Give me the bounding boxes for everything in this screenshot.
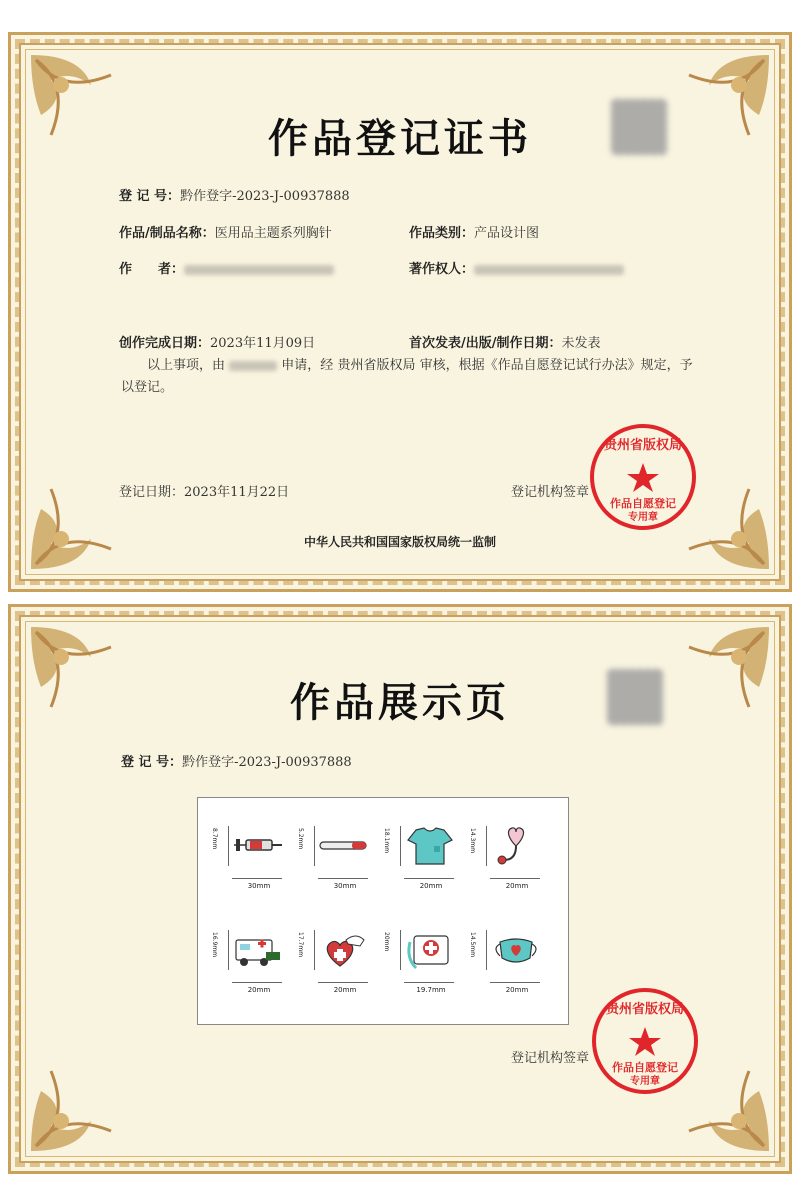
pin-item: [211, 924, 288, 994]
scrubs-pin-icon: [404, 824, 456, 868]
seal-bottom-text: 作品自愿登记: [610, 497, 676, 510]
applicant-redacted: [229, 361, 277, 371]
publish-value: 未发表: [561, 336, 601, 351]
nurse-cap-heart-pin-icon: [318, 928, 370, 972]
owner-field: [409, 258, 624, 277]
pin-height-label: 18.1mm: [383, 828, 390, 854]
statement-part-3: 贵州省版权局: [337, 358, 416, 373]
pin-width-label: 20mm: [419, 882, 443, 890]
author-label: 作 者：: [119, 262, 185, 277]
official-seal-icon: [589, 423, 697, 531]
statement-part-5: 以登记。: [121, 380, 174, 395]
reg-no-label: 登 记 号：: [119, 189, 181, 204]
pin-width-label: 19.7mm: [416, 986, 446, 994]
qr-code-icon[interactable]: [611, 99, 667, 155]
reg-date-label: 登记日期：: [119, 485, 185, 500]
pin-width-label: 20mm: [505, 986, 529, 994]
publish-field: [409, 332, 601, 351]
pin-height-label: 14.3mm: [469, 828, 476, 854]
ornament-corner-icon: [21, 459, 141, 579]
stethoscope-heart-pin-icon: [490, 824, 542, 868]
seal-bottom-text: 作品自愿登记: [612, 1061, 678, 1074]
reg-no-value: 黔作登字-2023-J-00937888: [182, 755, 352, 770]
author-field: [119, 258, 334, 277]
publish-label: 首次发表/出版/制作日期：: [409, 336, 562, 351]
reg-no-label: 登 记 号：: [121, 755, 183, 770]
work-type-value: 产品设计图: [474, 226, 540, 241]
thermometer-pin-icon: [318, 824, 370, 868]
pin-width-label: 30mm: [333, 882, 357, 890]
face-mask-pin-icon: [490, 928, 542, 972]
pin-height-label: 5.2mm: [297, 828, 304, 850]
pin-height-label: 8.7mm: [211, 828, 218, 850]
work-name-value: 医用品主题系列胸针: [214, 226, 332, 241]
showcase-page: [8, 604, 792, 1174]
showcase-title: 作品展示页: [290, 679, 510, 726]
qr-code-icon[interactable]: [607, 669, 663, 725]
agency-seal-label: 登记机构签章: [511, 485, 590, 500]
pin-height-label: 14.5mm: [469, 932, 476, 958]
owner-label: 著作权人：: [409, 262, 475, 277]
pin-height-label: 20mm: [383, 932, 390, 952]
pin-item: [297, 924, 374, 994]
pin-item: [297, 820, 374, 890]
ambulance-pin-icon: [232, 928, 284, 972]
pin-width-label: 20mm: [247, 986, 271, 994]
work-name-label: 作品/制品名称：: [119, 226, 215, 241]
work-name-field: [119, 222, 332, 241]
work-type-label: 作品类别：: [409, 226, 475, 241]
reg-no-value: 黔作登字-2023-J-00937888: [180, 189, 350, 204]
seal-sub-text: 专用章: [630, 1076, 660, 1087]
owner-redacted: [474, 265, 624, 275]
ornament-corner-icon: [21, 1041, 141, 1161]
completion-date-field: [119, 332, 315, 351]
pin-width-label: 20mm: [333, 986, 357, 994]
pin-showcase-image: [197, 797, 569, 1025]
statement-part-4: 审核，根据《作品自愿登记试行办法》规定，予: [419, 358, 693, 373]
agency-seal-label: 登记机构签章: [511, 1051, 590, 1066]
statement-part-1: 以上事项，由: [147, 358, 226, 373]
reg-date-field: [119, 481, 289, 500]
registration-certificate: [8, 32, 792, 592]
pin-item: [383, 924, 460, 994]
seal-sub-text: 专用章: [628, 512, 658, 523]
pin-height-label: 17.7mm: [297, 932, 304, 958]
certificate-title: 作品登记证书: [268, 115, 532, 162]
work-type-field: [409, 222, 539, 241]
author-redacted: [184, 265, 334, 275]
reg-date-value: 2023年11月22日: [184, 485, 290, 500]
medical-kit-pin-icon: [404, 928, 456, 972]
pin-height-label: 16.9mm: [211, 932, 218, 958]
pin-item: [383, 820, 460, 890]
seal-top-text: 贵州省版权局: [603, 438, 683, 453]
seal-top-text: 贵州省版权局: [605, 1002, 685, 1017]
registration-statement: [121, 355, 751, 399]
pin-item: [469, 820, 546, 890]
pin-item: [211, 820, 288, 890]
pin-width-label: 20mm: [505, 882, 529, 890]
syringe-pin-icon: [232, 824, 284, 868]
completion-date-value: 2023年11月09日: [210, 336, 316, 351]
reg-no-field: [119, 185, 350, 204]
completion-date-label: 创作完成日期：: [119, 336, 211, 351]
pin-width-label: 30mm: [247, 882, 271, 890]
official-seal-icon: [591, 987, 699, 1095]
reg-no-field: [121, 751, 352, 770]
certificate-footer: 中华人民共和国国家版权局统一监制: [303, 535, 496, 549]
pin-item: [469, 924, 546, 994]
statement-part-2: 申请，经: [281, 358, 334, 373]
